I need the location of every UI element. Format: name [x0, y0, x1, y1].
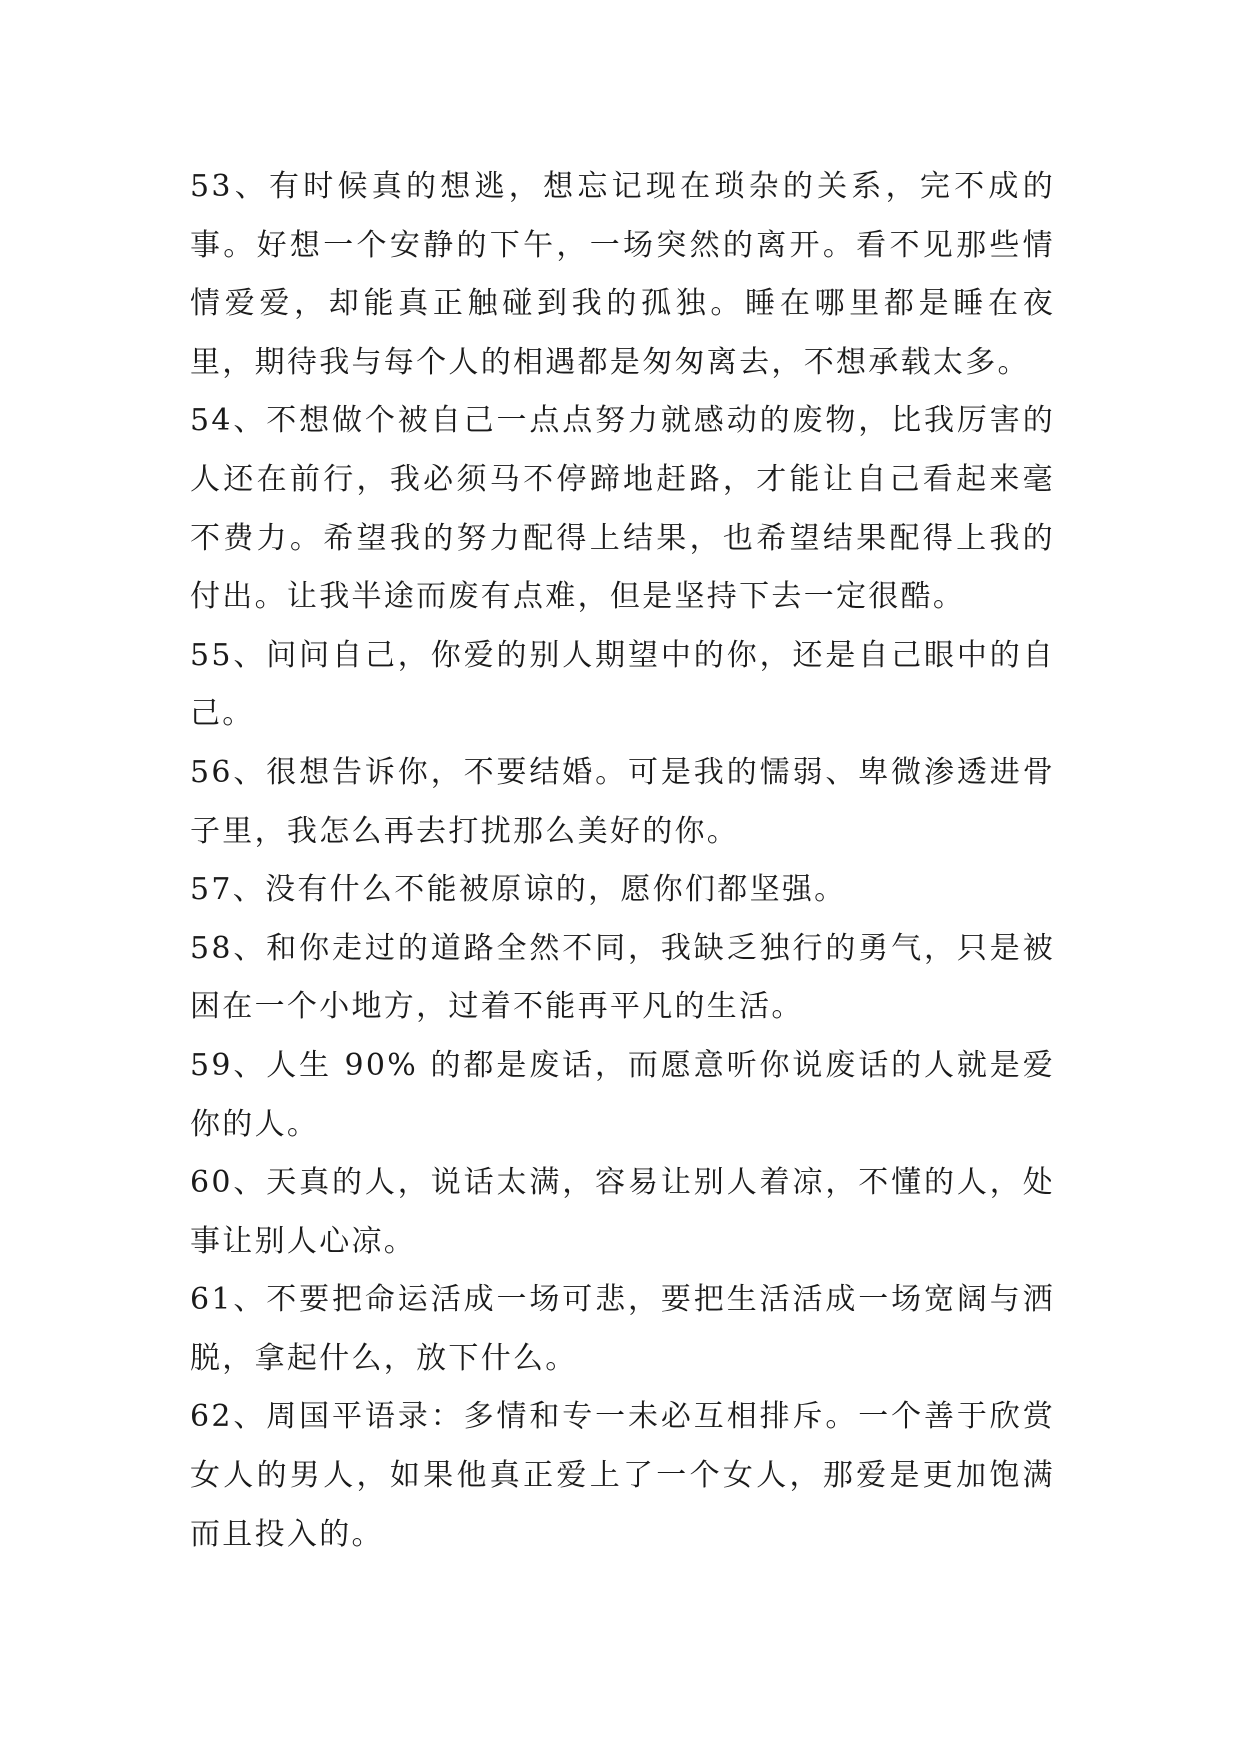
paragraph-58: 58、和你走过的道路全然不同，我缺乏独行的勇气，只是被困在一个小地方，过着不能再平凡的生活。	[190, 930, 1055, 1025]
paragraph-56: 56、很想告诉你，不要结婚。可是我的懦弱、卑微渗透进骨子里，我怎么再去打扰那么美好的你。	[190, 754, 1055, 849]
paragraph-57: 57、没有什么不能被原谅的，愿你们都坚强。	[190, 872, 847, 908]
paragraph-62: 62、周国平语录：多情和专一未必互相排斥。一个善于欣赏女人的男人，如果他真正爱上了一个女人，那爱是更加饱满而且投入的。	[190, 1399, 1055, 1552]
paragraph-59: 59、人生 90% 的都是废话，而愿意听你说废话的人就是爱你的人。	[190, 1047, 1055, 1142]
paragraph-54: 54、不想做个被自己一点点努力就感动的废物，比我厉害的人还在前行，我必须马不停蹄地赶路，才能让自己看起来毫不费力。希望我的努力配得上结果，也希望结果配得上我的付出。让我半途而废有点难，但是坚持下去一定很酷。	[190, 403, 1055, 615]
document-body	[190, 158, 1055, 1564]
paragraph-55: 55、问问自己，你爱的别人期望中的你，还是自己眼中的自己。	[190, 637, 1055, 732]
paragraph-61: 61、不要把命运活成一场可悲，要把生活活成一场宽阔与洒脱，拿起什么，放下什么。	[190, 1282, 1055, 1376]
paragraph-53: 53、有时候真的想逃，想忘记现在琐杂的关系，完不成的事。好想一个安静的下午，一场突然的离开。看不见那些情情爱爱，却能真正触碰到我的孤独。睡在哪里都是睡在夜里，期待我与每个人的相遇都是匆匆离去，不想承载太多。	[190, 169, 1055, 380]
paragraph-60: 60、天真的人，说话太满，容易让别人着凉，不懂的人，处事让别人心凉。	[190, 1165, 1055, 1259]
